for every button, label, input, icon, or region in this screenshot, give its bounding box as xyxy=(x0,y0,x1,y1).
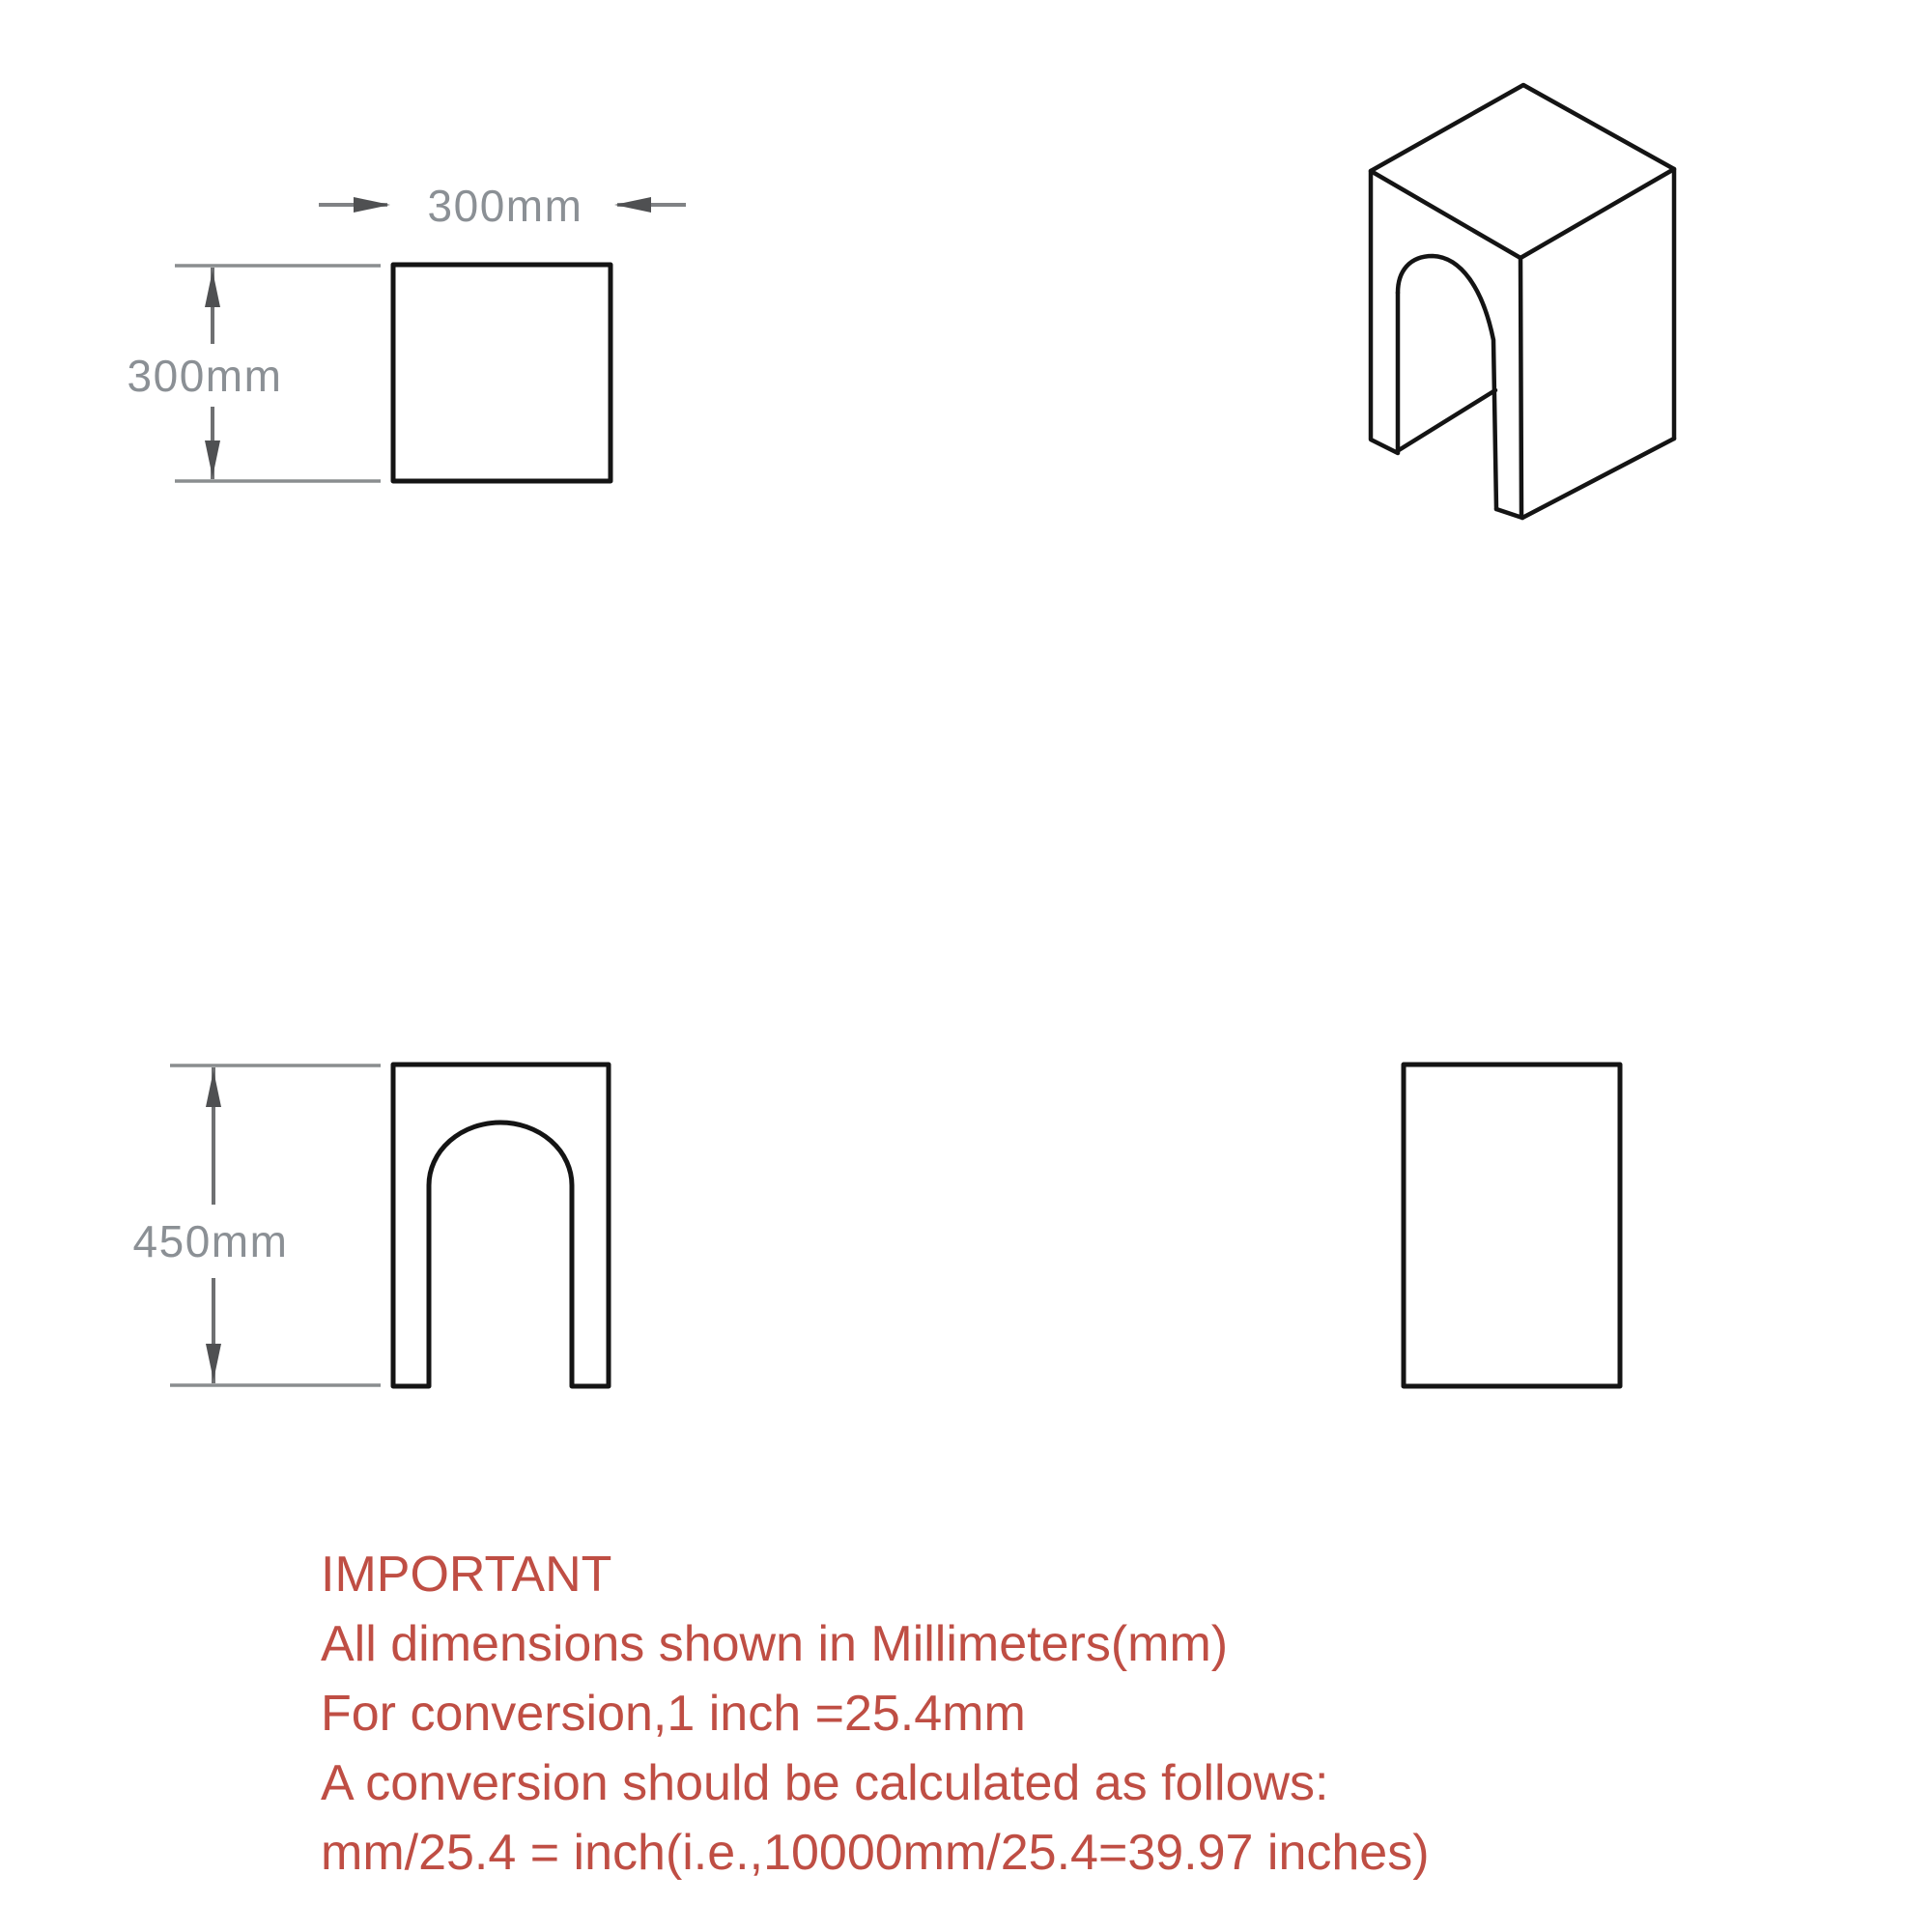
isometric-view-drawing xyxy=(1371,85,1674,518)
iso-front-center-edge xyxy=(1520,258,1521,516)
note-line-1: All dimensions shown in Millimeters(mm) xyxy=(321,1616,1229,1672)
iso-tunnel-bottom-edge xyxy=(1399,390,1495,450)
front-view-outline xyxy=(393,1065,609,1386)
height-dimension-label: 450mm xyxy=(128,1215,295,1267)
important-note xyxy=(321,1540,1430,1888)
iso-bottom-right-edge xyxy=(1522,439,1674,518)
note-title: IMPORTANT xyxy=(321,1547,612,1603)
iso-front-bottom-edge xyxy=(1496,509,1522,518)
depth-dimension-label: 300mm xyxy=(122,350,289,402)
top-view-drawing xyxy=(393,265,611,481)
top-view-outline xyxy=(393,265,611,481)
iso-top-face xyxy=(1371,85,1674,258)
iso-arch-and-right-leg xyxy=(1398,256,1496,509)
note-line-4: mm/25.4 = inch(i.e.,10000mm/25.4=39.97 inches) xyxy=(321,1825,1430,1881)
height-dim-down-arrow-icon xyxy=(206,1344,221,1380)
width-dim-right-arrow-icon xyxy=(614,197,651,213)
width-dim-left-arrow-icon xyxy=(354,197,390,213)
side-view-outline xyxy=(1404,1065,1620,1386)
note-line-3: A conversion should be calculated as follows: xyxy=(321,1755,1329,1811)
iso-left-edge-and-leg xyxy=(1371,171,1398,453)
depth-dim-up-arrow-icon xyxy=(205,270,220,307)
side-view-drawing xyxy=(1404,1065,1620,1386)
front-view-drawing xyxy=(393,1065,609,1386)
depth-dim-down-arrow-icon xyxy=(205,440,220,477)
width-dimension-label: 300mm xyxy=(422,180,589,232)
note-line-2: For conversion,1 inch =25.4mm xyxy=(321,1686,1026,1742)
height-dim-up-arrow-icon xyxy=(206,1070,221,1107)
